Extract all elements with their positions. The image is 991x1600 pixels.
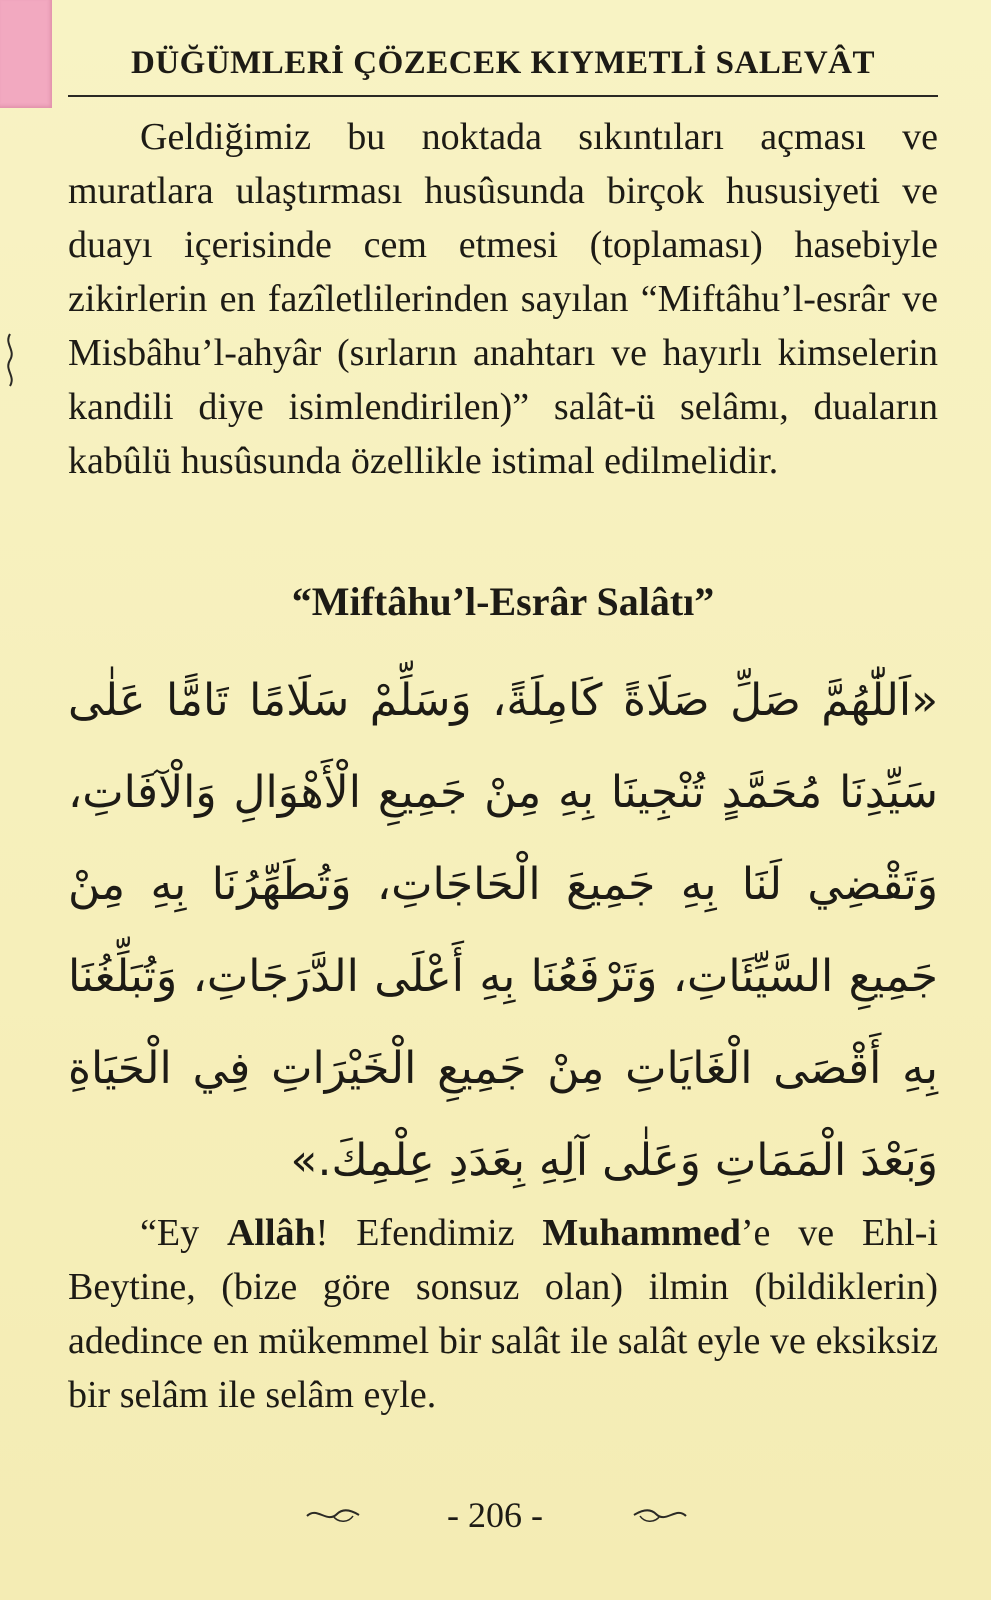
arabic-prayer-text: «اَللّٰهُمَّ صَلِّ صَلَاةً كَامِلَةً، وَسَلِّمْ سَلَامًا تَامًّا عَلٰى سَيِّدِنَا مُحَمَّدٍ تُنْجِينَا بِهِ مِنْ جَمِيعِ الْأَهْوَالِ وَالْآفَاتِ، وَتَقْضِي لَنَا بِهِ جَمِيعَ الْحَاجَاتِ، وَتُطَهِّرُنَا بِهِ مِنْ جَمِيعِ السَّيِّئَاتِ، وَتَرْفَعُنَا بِهِ أَعْلَى الدَّرَجَاتِ، وَتُبَلِّغُنَا بِهِ أَقْصَى الْغَايَاتِ مِنْ جَمِيعِ الْخَيْرَاتِ فِي الْحَيَاةِ وَبَعْدَ الْمَمَاتِ وَعَلٰى آلِهِ بِعَدَدِ عِلْمِكَ.» [68,675,938,1186]
translation-bold-muhammed: Muhammed [542,1212,741,1254]
page-footer [0,1490,991,1540]
translation-paragraph [68,1206,938,1422]
right-flourish-icon [630,1502,690,1528]
running-header-title: DÜĞÜMLERİ ÇÖZECEK KIYMETLİ SALEVÂT [130,45,876,81]
pink-page-tab [0,0,52,108]
translation-text-2: ! Efendimiz [315,1212,543,1254]
page-number: - 206 - [447,1495,543,1535]
left-flourish-icon [303,1502,363,1528]
margin-ornament-icon [2,330,18,390]
section-title: “Miftâhu’l-Esrâr Salâtı” [291,579,715,624]
intro-paragraph: Geldiğimiz bu noktada sıkıntıları açması ve muratlara ulaştırması husûsunda birçok hususiyeti ve duayı içerisinde cem etmesi (toplaması) hasebiyle zikirlerin en fazîletlilerinden sayılan “Miftâhu’l-esrâr ve Misbâhu’l-ahyâr (sırların anahtarı ve hayırlı kimselerin kandili diye isimlendirilen)” salât-ü selâmı, duaların kabûlü husûsunda özellikle istimal edilmelidir. [68,116,938,482]
header-rule [68,95,938,97]
translation-bold-allah: Allâh [226,1212,316,1254]
translation-text-1: “Ey [140,1212,227,1254]
translation-text-3: ’e ve Ehl-i Beytine, (bize göre sonsuz olan) ilmin (bildiklerin) adedince en mükemmel bir salât ile salât eyle ve eksiksiz bir selâm ile selâm eyle. [68,1212,938,1416]
